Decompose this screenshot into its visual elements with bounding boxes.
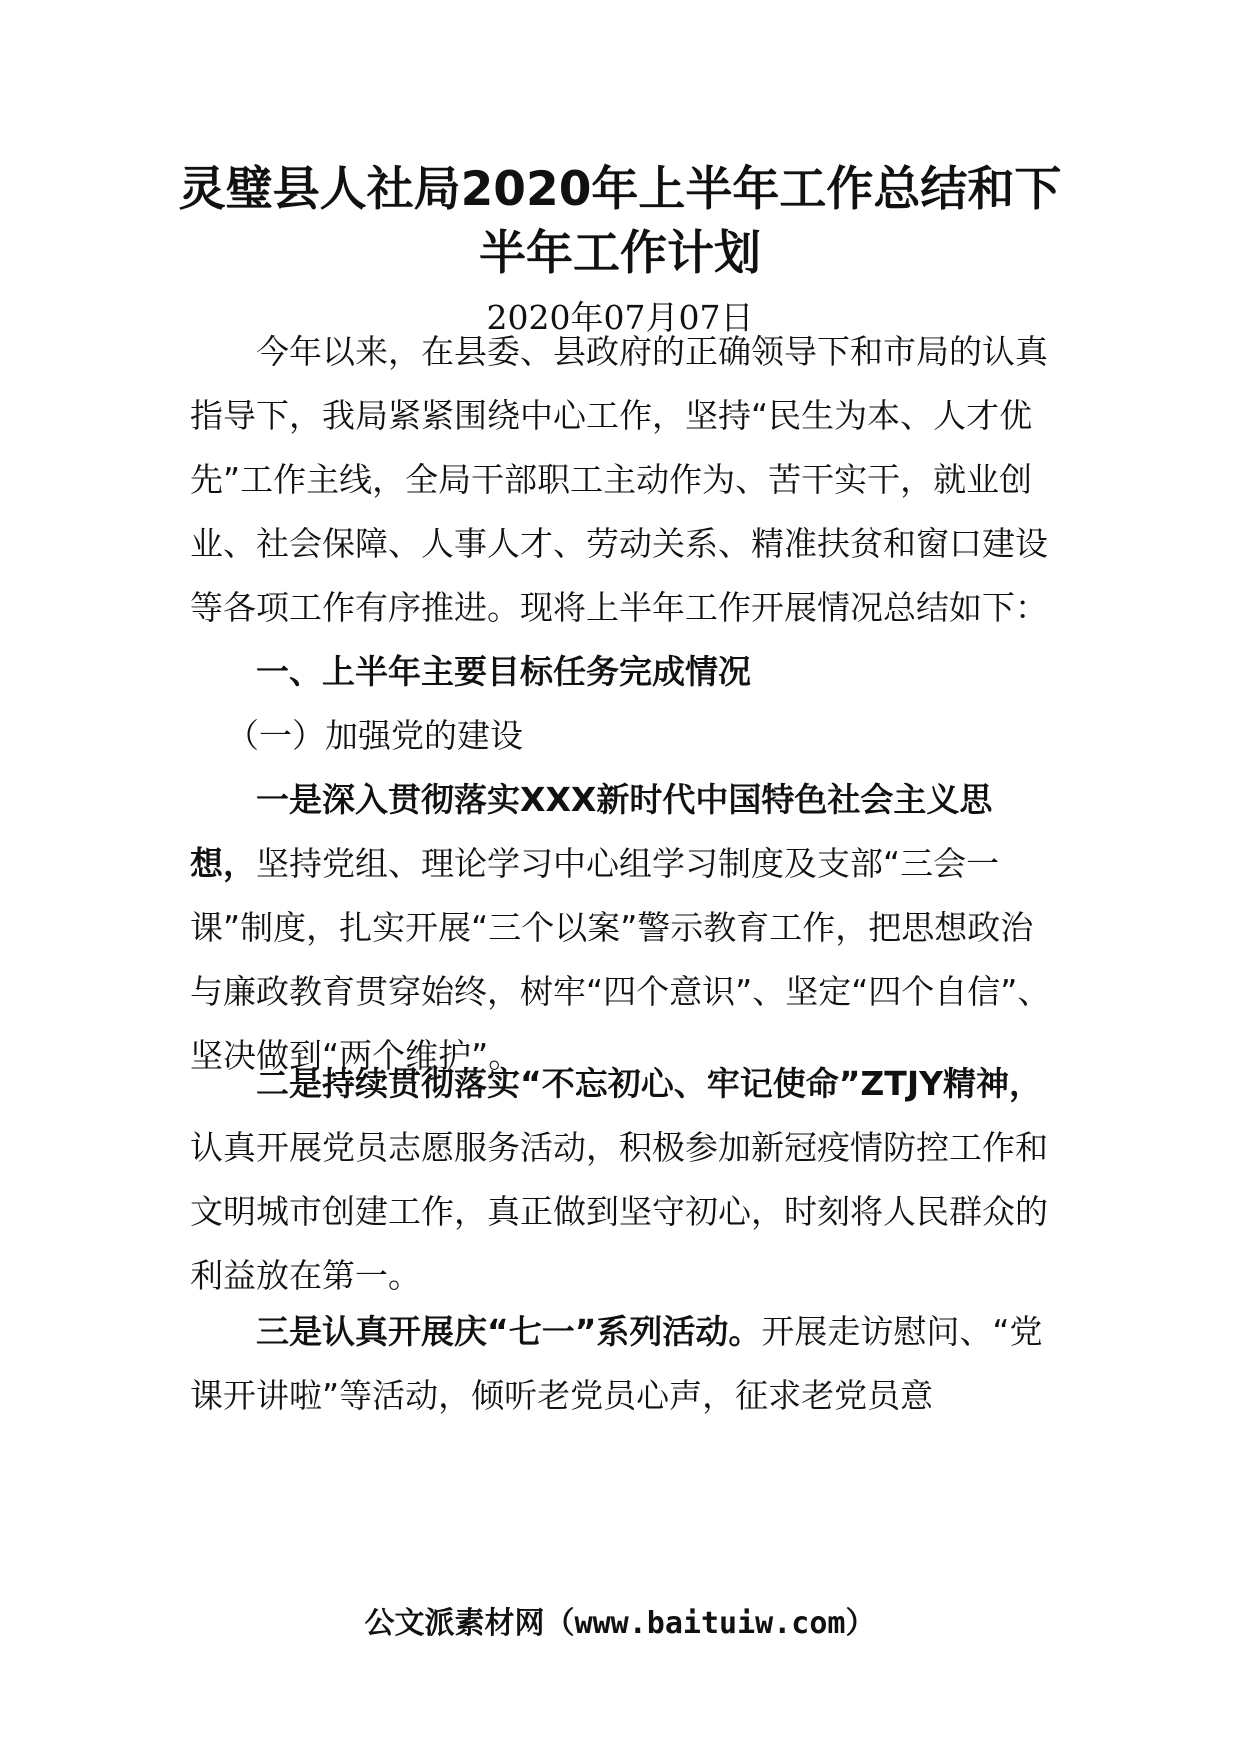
paragraph-three-lead: 三是认真开展庆“七一”系列活动。	[256, 1312, 762, 1351]
footer-site-name: 公文派素材网	[364, 1606, 545, 1641]
document-date: 2020年07月07日	[486, 298, 754, 337]
paragraph-three-body: 开展走访慰问、“党课开讲啦”等活动，倾听老党员心声，征求老党员意	[190, 1312, 1043, 1415]
intro-paragraph: 今年以来，在县委、县政府的正确领导下和市局的认真指导下，我局紧紧围绕中心工作，坚持“民生为本、人才优先”工作主线，全局干部职工主动作为、苦干实干，就业创业、社会保障、人事人才、劳动关系、精准扶贫和窗口建设等各项工作有序推进。现将上半年工作开展情况总结如下：	[190, 332, 1048, 627]
paragraph-two-lead: 二是持续贯彻落实“不忘初心、牢记使命”ZTJY精神，	[256, 1064, 1042, 1103]
section-heading: 一、上半年主要目标任务完成情况	[256, 652, 751, 691]
paragraph-one-body: 坚持党组、理论学习中心组学习制度及支部“三会一课”制度，扎实开展“三个以案”警示教育工作，把思想政治与廉政教育贯穿始终，树牢“四个意识”、坚定“四个自信”、坚决做到“两个维护”。	[190, 844, 1051, 1075]
document-title: 灵璧县人社局2020年上半年工作总结和下半年工作计划	[178, 162, 1062, 281]
paragraph-one	[190, 768, 1052, 1088]
subsection-heading: （一）加强党的建设	[226, 716, 523, 755]
footer-watermark	[170, 1602, 1070, 1646]
paragraph-two-body: 认真开展党员志愿服务活动，积极参加新冠疫情防控工作和文明城市创建工作，真正做到坚守初心，时刻将人民群众的利益放在第一。	[190, 1128, 1048, 1295]
paragraph-one-lead: 一是深入贯彻落实XXX新时代中国特色社会主义思想，	[190, 780, 993, 883]
footer-site-url: （www.baituiw.com）	[544, 1606, 876, 1641]
paragraph-two	[190, 1052, 1052, 1308]
paragraph-three	[190, 1300, 1052, 1428]
